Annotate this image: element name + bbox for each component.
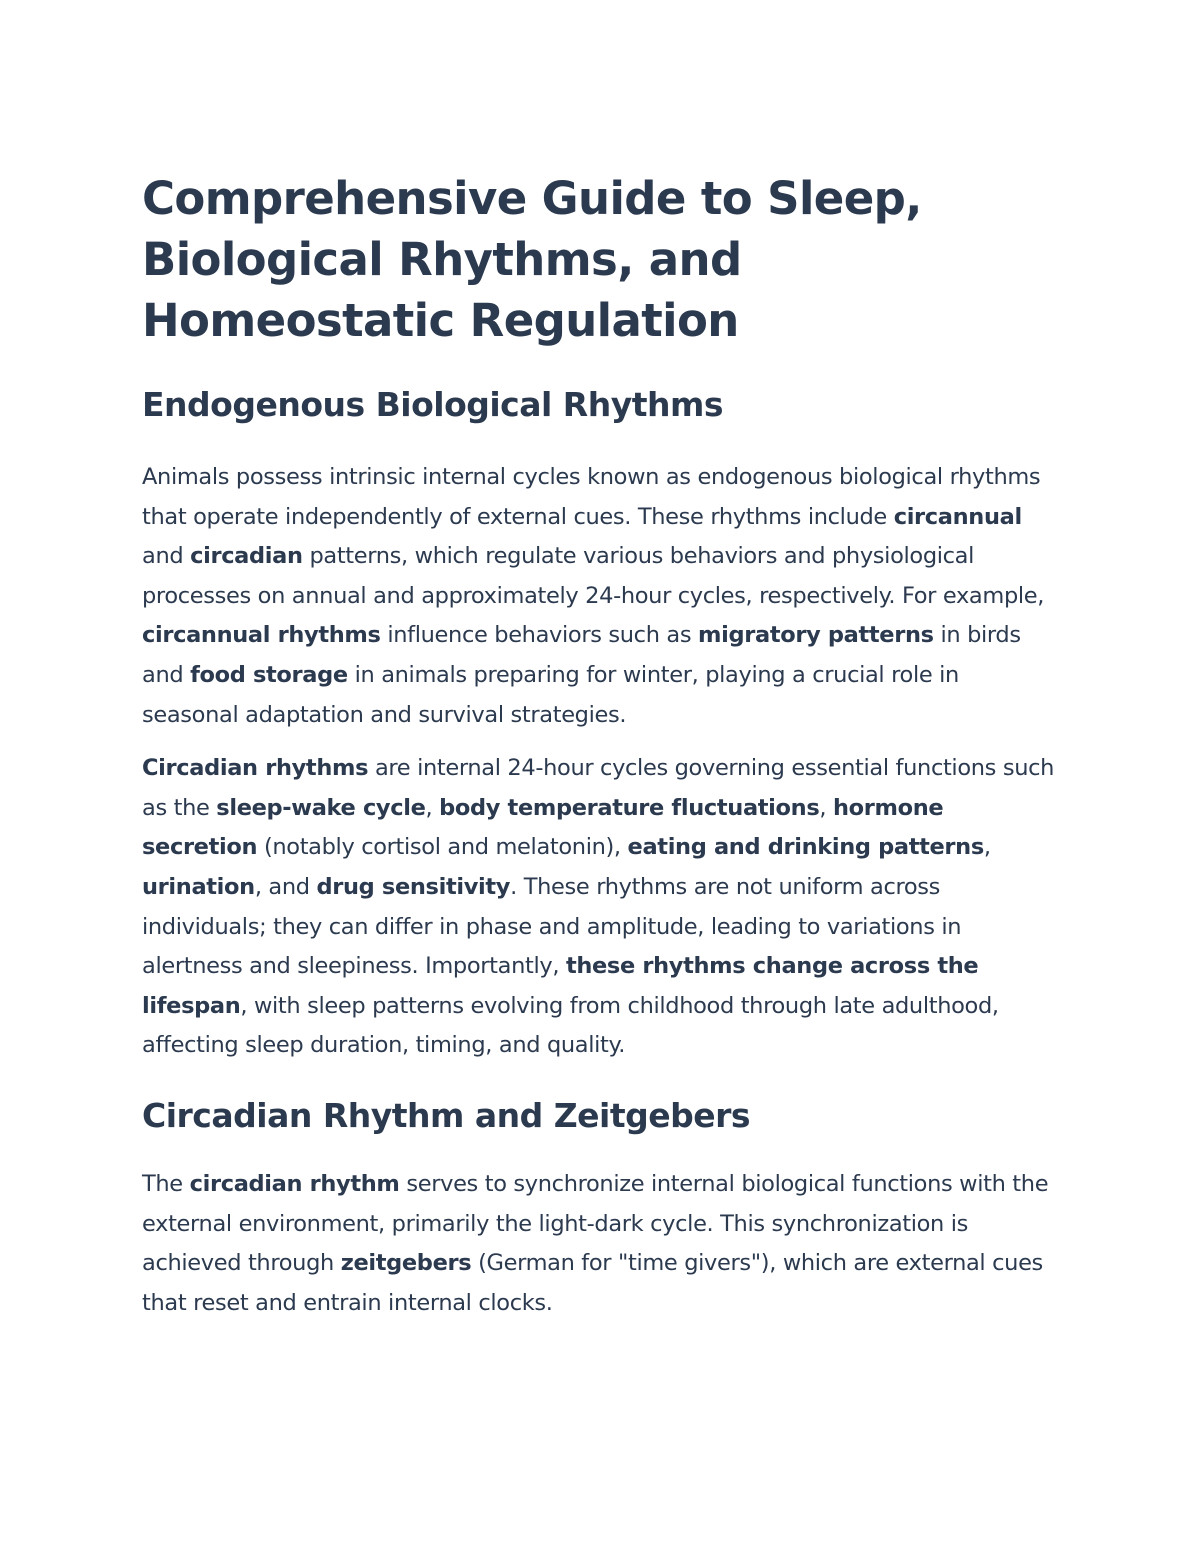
section-heading-endogenous-rhythms: Endogenous Biological Rhythms	[142, 385, 724, 424]
paragraph-circadian-rhythms	[142, 749, 1062, 1066]
text-run: in birds and	[142, 622, 1021, 688]
bold-term: circadian rhythm	[189, 1170, 400, 1197]
document-page	[142, 168, 1062, 1323]
text-run: ,	[425, 794, 440, 821]
text-run: influence behaviors such as	[380, 622, 699, 649]
bold-term: migratory patterns	[698, 622, 934, 649]
bold-term: body temperature fluctuations	[439, 794, 820, 821]
bold-term: circannual	[893, 503, 1022, 530]
bold-term: drug sensitivity	[316, 873, 511, 900]
text-run: ,	[983, 834, 991, 861]
section-heading-circadian-zeitgebers: Circadian Rhythm and Zeitgebers	[142, 1095, 751, 1135]
text-run: , with sleep patterns evolving from childhood through late adulthood, affecting sleep duration, timing, and quality.	[142, 992, 999, 1059]
text-run: and	[142, 543, 191, 570]
paragraph-endogenous-rhythms	[142, 458, 1062, 735]
text-run: in animals preparing for winter, playing a crucial role in seasonal adaptation and survival strategies.	[142, 661, 959, 728]
text-run: serves to synchronize internal biological functions with the external environment, primarily the light-dark cycle. This synchronization is achieved through	[142, 1170, 1049, 1277]
text-run: ,	[819, 794, 833, 821]
text-run: patterns, which regulate various behaviors and physiological processes on annual and approximately 24-hour cycles, respectively. For example,	[142, 543, 1045, 609]
bold-term: urination	[142, 873, 255, 900]
text-run: are internal 24-hour cycles governing essential functions such as the	[142, 755, 1055, 821]
text-run: Animals possess intrinsic internal cycles known as endogenous biological rhythms that operate independently of external cues. These rhythms include	[142, 464, 1041, 530]
text-run: . These rhythms are not uniform across individuals; they can differ in phase and amplitude, leading to variations in alertness and sleepiness. Importantly,	[142, 873, 962, 980]
bold-term: sleep-wake cycle	[216, 794, 426, 821]
bold-term: eating and drinking patterns	[627, 834, 984, 861]
bold-term: Circadian rhythms	[142, 755, 369, 782]
text-run: , and	[254, 873, 317, 900]
text-run: (German for "time givers"), which are external cues that reset and entrain internal clocks.	[142, 1250, 1043, 1316]
paragraph-zeitgebers	[142, 1165, 1062, 1323]
bold-term: hormone secretion	[142, 794, 944, 861]
text-run: The	[142, 1170, 190, 1197]
document-title: Comprehensive Guide to Sleep, Biological Rhythms, and Homeostatic Regulation	[142, 172, 922, 347]
bold-term: these rhythms change across the lifespan	[142, 953, 979, 1019]
bold-term: circadian	[190, 543, 303, 570]
bold-term: zeitgebers	[340, 1250, 472, 1277]
text-run: (notably cortisol and melatonin),	[257, 834, 628, 861]
bold-term: food storage	[190, 661, 348, 688]
bold-term: circannual rhythms	[142, 622, 381, 649]
